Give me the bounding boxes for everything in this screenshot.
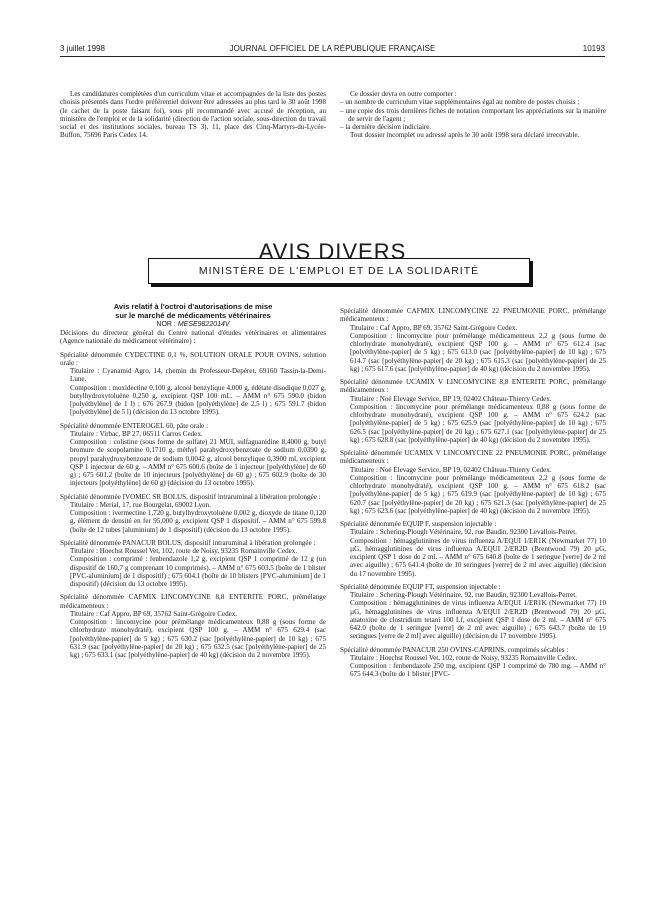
header-journal-title: JOURNAL OFFICIEL DE LA RÉPUBLIQUE FRANÇAISE: [229, 44, 436, 53]
composition-text: Composition : lincomycine pour prémélange médicamenteux 2,2 g (sous forme de chlorhydrate monohydraté), excipient QSP 100 g. – AMM n° 675 618.2 (sac [polyéthylène-papier] de 5 kg) ; 675 619.9 (sac [polyéthylène-papier] de 10 kg) ; 675 620.7 (sac [polyéthylène-papier] de 20 kg) ; 675 621.3 (sac [polyéthylène-papier] de 25 kg) ; 675 623.6 (sac [polyéthylène-papier] de 40 kg) (décision du 2 novembre 1995).: [350, 473, 606, 515]
specialite-entry: [340, 307, 606, 373]
specialite-title: Spécialité dénommée PANACUR BOLUS, dispositif intraruminal à libération prolongée :: [60, 538, 316, 547]
specialite-entry: [340, 583, 606, 641]
specialite-entry: [60, 351, 326, 417]
dossier-item: – la dernière décision indiciaire.: [340, 123, 432, 131]
titulaire-line: Titulaire : Hoechst Roussel Vet, 102, route de Noisy, 93235 Romainville Cedex.: [350, 653, 578, 662]
dossier-intro: Ce dossier devra en outre comporter :: [350, 90, 457, 98]
specialite-title: Spécialité dénommée EQUIP FT, suspension injectable :: [340, 582, 501, 591]
specialite-title: Spécialité dénommée CAFMIX LINCOMYCINE 22 PNEUMONIE PORC, prémélange médicamenteux :: [340, 307, 606, 324]
specialite-entry: [60, 593, 326, 659]
dossier-item: – une copie des trois dernières fiches de notation comportant les appréciations sur la manière de servir de l'agent ;: [340, 106, 606, 123]
composition-text: Composition : fenbendazole 250 mg, excipient QSP 1 comprimé de 780 mg. – AMM n° 675 644.3 (boîte de 1 blister [PVC-: [350, 662, 606, 679]
titulaire-line: Titulaire : Hoechst Roussel Vet, 102, route de Noisy, 93235 Romainville Cedex.: [70, 547, 298, 555]
right-entries: [340, 307, 606, 679]
composition-text: Composition : hémagglutinines de virus influenza A/EQUI 1/ER1K (Newmarket 77) 10 µG, hémagglutinines de virus influenza A/EQUI 2/ER2D (Brentwood 79) 20 µG, anatoxine de clostridium tetani 100 Lf, excipient QSP 1 dose de 2 ml. – AMM n° 675 642.0 (boîte de 1 seringue [verre] de 2 ml avec aiguille) ; 675 643.7 (boîte de 10 seringues [verre de 2 ml] avec aiguille) (décision du 17 novembre 1995).: [350, 599, 606, 641]
composition-text: Composition : colistine (sous forme de sulfate) 21 MUI, sulfaguanidine 8,4000 g, butyl bromure de scopolamine 0,1710 g, méthyl parahydroxybenzoate de sodium 0,0390 g, propyl parahydroxybenzoate de sodium 0,0042 g, alcool benzylique 0,3900 ml, excipient QSP 1 injecteur de 60 g. – AMM n° 675 600.6 (boîte de 1 injecteur [polyéthylène] de 60 g) ; 675 601.2 (boîte de 10 injecteurs [polyéthylène] de 60 g) ; 675 602.9 (boîte de 30 injecteurs [polyéthylène] de 60 g) (décision du 13 octobre 1995).: [70, 438, 326, 488]
candidature-paragraph-block: [60, 90, 326, 140]
right-column: [340, 302, 606, 679]
avis-title-line: sur le marché de médicaments vétérinaires: [115, 311, 271, 320]
ministry-box: MINISTÈRE DE L'EMPLOI ET DE LA SOLIDARITÉ: [148, 258, 530, 284]
specialite-title: Spécialité dénommée IVOMEC SR BOLUS, dispositif intraruminal à libération prolongée :: [60, 492, 321, 501]
left-entries: [60, 351, 326, 660]
composition-text: Composition : hémagglutinines de virus influenza A/EQUI 1/ER1K (Newmarket 77) 10 µG, hémagglutinines de virus influenza A/EQUI 2/ER2D (Brentwood 79) 20 µG, excipient QSP 1 dose de 2 ml. – AMM n° 675 640.8 (boîte de 1 seringue [verre] de 2 ml avec aiguille) ; 675 641.4 (boîte de 10 seringues [verre] de 2 ml avec aiguille) (décision du 17 novembre 1995).: [350, 536, 606, 578]
composition-text: Composition : lincomycine pour prémélange médicamenteux 0,88 g (sous forme de chlorhydrate monohydraté), excipient QSP 100 g. – AMM n° 675 629.4 (sac [polyéthylène-papier] de 5 kg) ; 675 630.2 (sac [polyéthylène-papier] de 10 kg) ; 675 631.9 (sac [polyéthylène-papier] de 20 kg) ; 675 632.5 (sac [polyéthylène-papier] de 25 kg) ; 675 633.1 (sac [polyéthylène-papier] de 40 kg) (décision du 2 novembre 1995).: [70, 618, 326, 659]
titulaire-line: Titulaire : Noé Elevage Service, BP 19, 02402 Château-Thierry Cedex.: [350, 465, 552, 474]
specialite-entry: [60, 422, 326, 488]
nor-reference: [60, 320, 326, 329]
specialite-entry: [60, 493, 326, 534]
candidature-paragraph: Les candidatures complétées d'un curriculum vitae et accompagnées de la liste des postes choisis présentés dans l'ordre préférentiel doivent être adressées au plus tard le 30 août 1998 (le cachet de la poste faisant foi), sous pli recommandé avec accusé de réception, au ministère de l'emploi et de la solidarité (direction de l'action sociale, sous-direction du travail social et des institutions sociales, bureau TS 3), 11, place des Cinq-Martyrs-du-Lycée-Buffon, 75696 Paris Cedex 14.: [60, 90, 326, 140]
titulaire-line: Titulaire : Noé Elevage Service, BP 19, 02402 Château-Thierry Cedex.: [350, 394, 552, 403]
section-title: AVIS DIVERS: [258, 239, 407, 264]
specialite-title: Spécialité dénommée UCAMIX V LINCOMYCINE 8,8 ENTERITE PORC, prémélange médicamenteux :: [340, 378, 606, 395]
titulaire-line: Titulaire : Schering-Plough Vétérinaire, 92, rue Baudin, 92300 Levallois-Perret.: [350, 528, 577, 537]
specialite-title: Spécialité dénommée ENTEROGEL 60, pâte orale :: [60, 421, 209, 430]
dossier-requirements-block: [340, 90, 606, 140]
titulaire-line: Titulaire : Caf Appro, BP 69, 35762 Saint-Grégoire Cedex.: [70, 609, 238, 618]
running-header: [60, 44, 605, 57]
specialite-title: Spécialité dénommée PANACUR 250 OVINS-CAPRINS, comprimés sécables :: [340, 645, 569, 654]
specialite-title: Spécialité dénommée CAFMIX LINCOMYCINE 8,8 ENTERITE PORC, prémélange médicamenteux :: [60, 593, 326, 610]
specialite-entry: [340, 646, 606, 679]
nor-label: NOR :: [156, 321, 176, 328]
dossier-closing: Tout dossier incomplet ou adressé après le 30 août 1998 sera déclaré irrecevable.: [350, 131, 580, 140]
header-date: 3 juillet 1998: [60, 44, 105, 53]
left-column: [60, 302, 326, 659]
specialite-entry: [340, 378, 606, 444]
composition-text: Composition : comprimé : fenbendazole 1,2 g, excipient QSP 1 comprimé de 12 g (un dispositif de 160,7 g comprenant 10 comprimés). – AMM n° 675 603.5 (boîte de 1 blister [PVC-aluminium] de 1 dispositif) ; 675 604.1 (boîte de 10 blisters [PVC-aluminium] de 1 dispositif) (décision du 13 octobre 1995).: [70, 555, 326, 588]
specialite-title: Spécialité dénommée EQUIP F, suspension injectable :: [340, 520, 497, 528]
titulaire-line: Titulaire : Merial, 17, rue Bourgelat, 69002 Lyon.: [70, 500, 211, 509]
composition-text: Composition : ivermectine 1,720 g, butylhydroxytoluène 0,002 g, dioxyde de titane 0,120 g, élément de densité en fer 95,000 g, excipient QSP 1 dispositif. – AMM n° 675 599.8 (boîte de 12 tubes [aluminium] de 1 dispositif) (décision du 13 octobre 1995).: [70, 509, 326, 534]
specialite-entry: [340, 449, 606, 515]
dossier-item: – un nombre de curriculum vitae supplémentaires égal au nombre de postes choisis ;: [340, 98, 580, 107]
composition-text: Composition : lincomycine pour prémélange médicamenteux 2,2 g (sous forme de chlorhydrate monohydraté), excipient QSP 100 g. – AMM n° 675 612.4 (sac [polyéthylène-papier] de 5 kg) ; 675 613.0 (sac [polyéthylène-papier] de 10 kg) ; 675 614.7 (sac [polyéthylène-papier] de 20 kg) ; 675 615.3 (sac [polyéthylène-papier] de 25 kg) ; 675 617.6 (sac [polyéthylène-papier] de 40 kg) (décision du 2 novembre 1995).: [350, 331, 606, 373]
avis-title-line: Avis relatif à l'octroi d'autorisations de mise: [113, 302, 273, 311]
specialite-title: Spécialité dénommée CYDECTINE 0,1 %, SOLUTION ORALE POUR OVINS, solution orale :: [60, 350, 326, 367]
titulaire-line: Titulaire : Cyanamid Agro, 14, chemin du Professeur-Depéret, 69160 Tassin-la-Demi-Lune.: [70, 367, 326, 384]
composition-text: Composition : moxidectine 0,100 g, alcool benzylique 4,000 g, édétate disodique 0,027 g, butylhydroxytoluène 0,250 g, excipient QSP 100 mL. – AMM n° 675 590.0 (bidon [polyéthylène] de 1 l) ; 676 267.9 (bidon [polyéthylène] de 2,5 l) ; 675 591.7 (bidon [polyéthylène] de 5 l) (décision du 13 octobre 1995).: [70, 383, 326, 417]
nor-code: MESE9822014V: [177, 321, 230, 328]
composition-text: Composition : lincomycine pour prémélange médicamenteux 0,88 g (sous forme de chlorhydrate monohydraté), excipient QSP 100 g. – AMM n° 675 624.2 (sac [polyéthylène-papier] de 5 kg) ; 675 625.9 (sac [polyéthylène-papier] de 10 kg) ; 675 626.5 (sac [polyéthylène-papier] de 20 kg) ; 675 627.1 (sac [polyéthylène-papier] de 25 kg) ; 675 628.8 (sac [polyéthylène-papier] de 40 kg) (décision du 2 novembre 1995).: [350, 402, 606, 444]
decision-paragraph: Décisions du directeur général du Centre national d'études vétérinaires et alimentaires (Agence nationale du médicament vétérinaire) :: [60, 329, 326, 346]
specialite-title: Spécialité dénommée UCAMIX V LINCOMYCINE 22 PNEUMONIE PORC, prémélange médicamenteux :: [340, 449, 606, 466]
header-page-number: 10193: [582, 44, 605, 53]
specialite-entry: [60, 539, 326, 589]
titulaire-line: Titulaire : Schering-Plough Vétérinaire, 92, rue Baudin, 92300 Levallois-Perret.: [350, 591, 577, 599]
titulaire-line: Titulaire : Virbac, BP 27, 06511 Carros Cedex.: [70, 429, 203, 438]
specialite-entry: [340, 520, 606, 578]
titulaire-line: Titulaire : Caf Appro, BP 69, 35762 Saint-Grégoire Cedex.: [350, 323, 518, 332]
